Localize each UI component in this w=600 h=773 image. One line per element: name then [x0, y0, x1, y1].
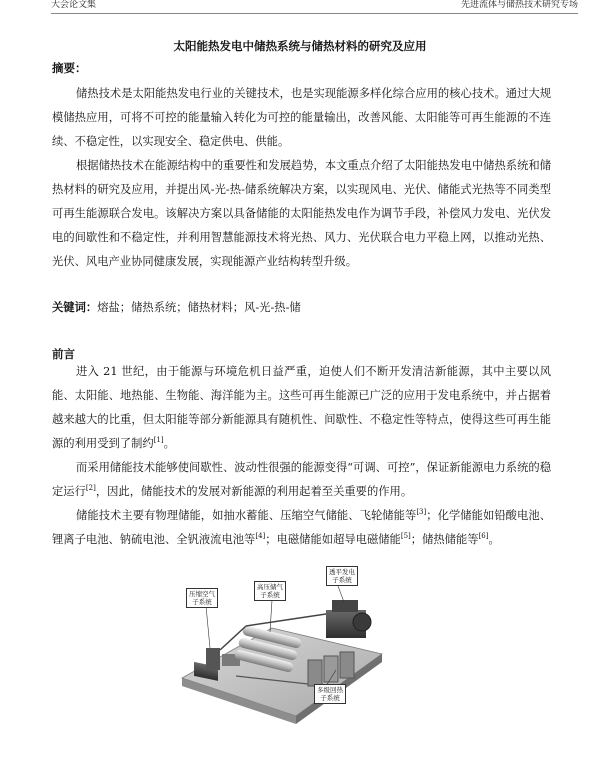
preface-p1-end: 。: [163, 437, 175, 450]
system-diagram-figure: [176, 566, 386, 732]
keywords-text: 熔盐；储热系统；储热材料；风-光-热-储: [97, 301, 301, 314]
abstract-paragraph-2: 根据储热技术在能源结构中的重要性和发展趋势，本文重点介绍了太阳能热发电中储热系统和储热材料的研究及应用，并提出风-光-热-储系统解决方案，以实现风电、光伏、储能式光热等不同类型可再生能源联合发电。该解决方案以具备储能的太阳能热发电作为调节手段，补偿风力发电、光伏发电的间歇性和不稳定性，并利用智慧能源技术将光热、风力、光伏联合电力平稳上网，以推动光热、光伏、风电产业协同健康发展，实现能源产业结构转型升级。: [52, 159, 551, 268]
citation-4: [4]: [255, 532, 266, 541]
callout-generator: 透平发电 子系统: [326, 566, 358, 586]
callout-heat-exchange: 多级回热 子系统: [314, 684, 346, 704]
paper-title: 太阳能热发电中储热系统与储热材料的研究及应用: [173, 39, 427, 53]
preface-p2-text-a: 而采用储能技术能够使间歇性、波动性很强的能源变得“可调、可控”，保证新能源电力系统的稳定运行: [52, 461, 551, 498]
keywords-line: [52, 300, 301, 316]
header-left-text: 大会论文集: [51, 0, 97, 10]
preface-p3-text-d: ；储热储能等: [410, 533, 479, 546]
header-divider: [51, 13, 578, 14]
citation-6: [6]: [478, 532, 489, 541]
preface-p3-text-e: 。: [488, 533, 500, 546]
citation-5: [5]: [400, 532, 411, 541]
citation-3: [3]: [416, 508, 427, 517]
preface-paragraph-1: [52, 360, 551, 456]
citation-2: [2]: [85, 484, 96, 493]
preface-p2-text-b: ，因此，储能技术的发展对新能源的利用起着至关重要的作用。: [95, 485, 413, 498]
preface-heading: 前言: [52, 347, 75, 361]
preface-paragraph-2: [52, 456, 551, 504]
callout-compressed-air: 压缩空气 子系统: [186, 588, 218, 608]
preface-p3-text-b: ；化学储能如铅酸电池、锂离子电池、钠硫电池、全钒液流电池等: [52, 509, 551, 546]
keywords-label: 关键词：: [52, 301, 98, 314]
preface-p3-text-a: 储能技术主要有物理储能，如抽水蓄能、压缩空气储能、飞轮储能等: [76, 509, 417, 522]
preface-p3-text-c: ；电磁储能如超导电磁储能: [265, 533, 401, 546]
citation-1: [1]: [153, 436, 164, 445]
preface-p1-text: 进入 21 世纪，由于能源与环境危机日益严重，迫使人们不断开发清洁新能源，其中主要以风能、太阳能、地热能、生物能、海洋能为主。这些可再生能源已广泛的应用于发电系统中，并占据着越来越大的比重，但太阳能等部分新能源具有随机性、间歇性、不稳定性等特点，使得这些可再生能源的利用受到了制约: [52, 365, 551, 450]
header-right-text: 先进流体与储热技术研究专场: [460, 0, 578, 10]
callout-high-pressure-gas: 高压储气 子系统: [254, 581, 286, 601]
preface-paragraph-3: [52, 504, 551, 552]
abstract-paragraph-1: 储热技术是太阳能热发电行业的关键技术，也是实现能源多样化综合应用的核心技术。通过大规模储热应用，可将不可控的能量输入转化为可控的能量输出，改善风能、太阳能等可再生能源的不连续、不稳定性，以实现安全、稳定供电、供能。: [52, 87, 551, 148]
abstract-heading: 摘要：: [52, 61, 87, 75]
